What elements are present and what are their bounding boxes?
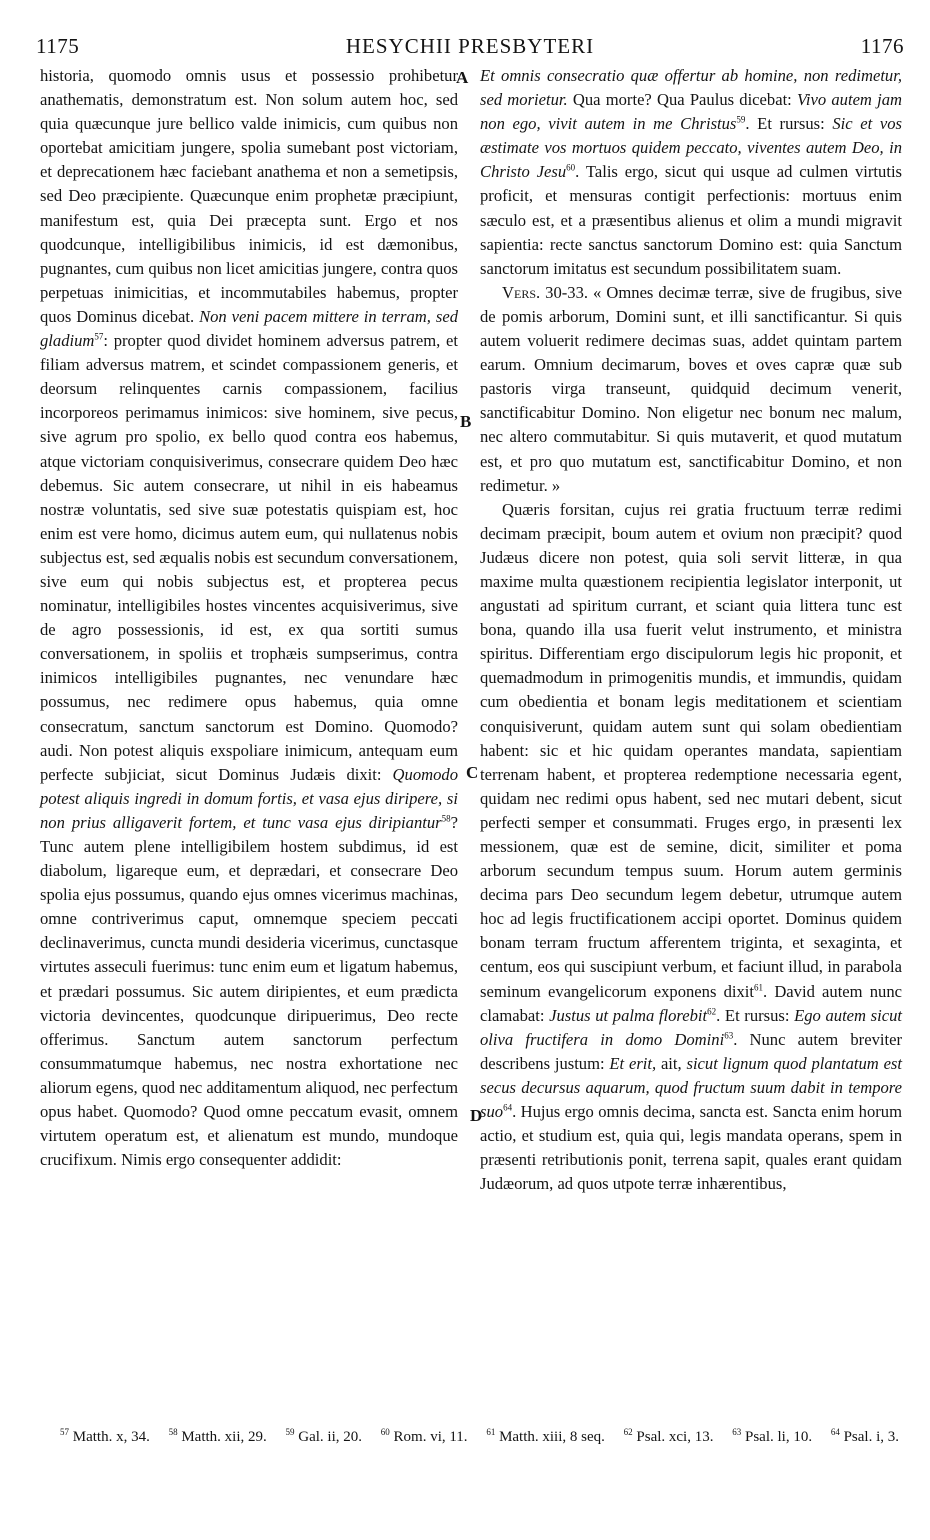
margin-marker-c: C (466, 763, 479, 782)
left-column (40, 64, 458, 1172)
footnote: $^{58}$ Matth. xii, 29. (168, 1427, 267, 1445)
verse-label: Vers. (502, 282, 541, 302)
footnote: $^{61}$ Matth. xiii, 8 seq. (486, 1427, 605, 1445)
footnote-ref: 60 (566, 162, 576, 173)
footnote-ref: 61 (754, 982, 764, 993)
margin-marker-b: B (460, 412, 472, 431)
footnote-ref: 59 (736, 114, 746, 125)
page-header (36, 34, 904, 64)
footnote-ref: 58 (441, 813, 451, 824)
scripture-quote: Ego autem sicut oliva fructifera in domo Domini (480, 1005, 903, 1049)
footnote: $^{59}$ Gal. ii, 20. (285, 1427, 363, 1445)
footnotes (60, 1426, 908, 1448)
scripture-quote: Justus ut palma florebit (549, 1005, 708, 1025)
scripture-quote: Et erit, (609, 1053, 657, 1073)
right-column (480, 64, 902, 1196)
running-title: HESYCHII PRESBYTERI (345, 34, 595, 58)
footnote-ref: 57 (94, 331, 104, 342)
scripture-quote: Non veni pacem mittere in terram, sed gladium (40, 306, 458, 351)
footnote: $^{63}$ Psal. li, 10. (732, 1427, 813, 1445)
right-paragraph-1: Et omnis consecratio quæ offertur ab homine, non redimetur, sed morietur. Qua morte? Qua Paulus dicebat: Vivo autem jam non ego, vivit autem in me Christus$^{59}$. Et rursus: Sic et vos æstimate vos mortuos quidem peccato, viventes autem Deo, in Christo Jesu$^{60}$. Talis ergo, sicut qui usque ad culmen virtutis proficit, et mensuras contigit perfectionis: mortuus enim sæculo est, et a præsentibus alienus et olim a mundi migravit sapientia: recte sanctus sanctorum Domino est: quia Sanctum sanctorum imitatus est secundum possibilitatem suam. (480, 66, 903, 278)
scripture-quote: Quomodo potest aliquis ingredi in domum fortis, et vasa ejus diripere, si non prius alligaverit fortem, et tunc vasa ejus diripiantur (40, 764, 458, 832)
scripture-quote: Sic et vos æstimate vos mortuos quidem peccato, viventes autem Deo, in Christo Jesu (480, 114, 902, 182)
left-paragraph: historia, quomodo omnis usus et possessio prohibetur anathematis, demonstratum est. Non solum autem hoc, sed quia quæcunque jure bellico valde inimicis, cum quibus non oportebat amicitiam jungere, spolia sumebant post victoriam, et deprecationem hæc faciebant anathema et non a semetipsis, sed Deo præcipiente. Quæcunque enim prophetæ præcipiunt, manifestum est, quia Dei præcepta sunt. Ergo et nos quodcunque, intelligibilibus inimicis, id est dæmonibus, pugnantes, cum quibus non licet amicitias jungere, contra quos perpetuas inimicitias, et incommutabiles habemus, propter quos Dominus dicebat. Non veni pacem mittere in terram, sed gladium$^{57}$: propter quod dividet hominem adversus patrem, et filiam adversus matrem, et scindet compassionem generis, et deorsum relinquentes carnis compassionem, facilius incorporeos perimamus inimicos: sive hominem, sive pecus, sive agrum pro spolio, ex bello quod contra eos habemus, atque victoriam conquisiverimus, consecrare quidem Deo hæc debemus. Sic autem consecrare, ut nihil in eis habeamus nostræ voluntatis, sed sive suæ potestatis quispiam est, hoc enim est vere homo, dicimus autem eum, qui nullatenus nobis subjectus est, sed æqualis nobis est secundum conversationem, sive eum qui nobis subjectus est, et propterea pecus nominatur, intelligibiles hostes vincentes acquisiverimus, sive de agro possessionis, id est, ex qua sortiti sumus conversationem, in spoliis et trophæis sumpserimus, contra inimicos intelligibiles pugnantes, nec venundare hæc possumus, nec redimere opus habemus, quia omne consecratum, sanctum sanctorum est Domino. Quomodo? audi. Non potest aliquis exspoliare inimicum, antequam eum perfecte subjiciat, sicut Dominus Judæis dixit: Quomodo potest aliquis ingredi in domum fortis, et vasa ejus diripere, si non prius alligaverit fortem, et tunc vasa ejus diripiantur$^{58}$? Tunc autem plene intelligibilem hostem subdimus, id est diabolum, ligareque eum, et deprædari, et consecrare Deo spolia ejus possumus, quando ejus omnes vicerimus machinas, omne contriverimus caput, omnemque speciem peccati declinaverimus, cuncta mundi desideria vicerimus, cunctasque virtutes asseculi fuerimus: tunc enim eum et ligatum habemus, et prædari possumus. Sic autem diripientes, et eum prædicta victoria devincentes, quodcunque diripuerimus, Deo recte offerimus. Sanctum autem sanctorum perfectum consummatumque habemus, nec nostra exhortatione nec aliorum egens, quod nec additamentum aliquod, nec perfectum opus habet. Quomodo? Quod omne peccatum evasit, omnem virtutem operatum est, et alienatum est mundo, mundoque crucifixum. Nimis ergo consequenter addidit: (40, 66, 458, 1170)
footnote-ref: 63 (724, 1030, 734, 1041)
right-page-number: 1176 (860, 34, 904, 58)
left-page-number: 1175 (36, 34, 80, 58)
scripture-quote: Et omnis consecratio quæ offertur ab homine, non redimetur, sed morietur. (480, 66, 902, 110)
footnote: $^{64}$ Psal. i, 3. (830, 1427, 900, 1445)
footnote: $^{60}$ Rom. vi, 11. (380, 1427, 468, 1445)
right-paragraph-3: Quæris forsitan, cujus rei gratia fructuum terræ redimi decimam præcipit, boum autem et ovium non præcipit? quod Judæus dicere non potest, quia soli servit litteræ, in qua maxime multa quæstionem recipientia legislator interponit, ut angustati ad spiritum currant, et sciant quia littera tunc est bona, quando illa usa fuerit velut instrumento, et ministra spiritus. Differentiam ergo discipulorum legis hic proponit, et quemadmodum in primogenitis mundis, et immundis, quidam cum obedientia et bonam legis meditationem et scientiam conquisiverunt, quidam autem sunt qui solam obedientiam habent: sic et hic quidam operantes mandata, sapientiam terrenam habent, et propterea redemptione necessaria egent, quidam nec redimi opus habent, sed nec mutari debent, sicut perfecti semper et consummati. Fruges ergo, in præsenti lex messionem, quæ est de semine, dicit, similiter et poma arborum secundum tempus suum. Horum autem germinis decima pars Deo secundum legem debetur, utrumque autem hoc ad legis fructificationem accipi oportet. Dominus quidem bonam terram fructum afferentem triginta, et sexaginta, et centum, eos qui suscipiunt verbum, et faciunt illud, in parabola seminum evangelicorum exponens dixit$^{61}$. David autem nunc clamabat: Justus ut palma florebit$^{62}$. Et rursus: Ego autem sicut oliva fructifera in domo Domini$^{63}$. Nunc autem breviter describens justum: Et erit, ait, sicut lignum quod plantatum est secus decursus aquarum, quod fructum suum dabit in tempore suo$^{64}$. Hujus ergo omnis decima, sancta est. Sancta enim horum actio, et studium est, quia qui, legis mandata operans, spem in præsenti retributionis ponit, terrena sapit, quales erant quidam Judæorum, ad quos utpote terræ inhærentibus, (480, 499, 903, 1194)
footnote-ref: 64 (503, 1102, 513, 1113)
scripture-quote: sicut lignum quod plantatum est secus decursus aquarum, quod fructum suum dabit in tempore suo (480, 1053, 903, 1122)
footnote: $^{57}$ Matth. x, 34. (60, 1427, 150, 1445)
footnote: $^{62}$ Psal. xci, 13. (623, 1427, 714, 1445)
margin-marker-d: D (470, 1106, 483, 1125)
scripture-quote: Vivo autem jam non ego, vivit autem in me Christus (480, 90, 902, 134)
verse-paragraph: Vers. 30-33. « Omnes decimæ terræ, sive de frugibus, sive de pomis arborum, Domini sunt, et illi sanctificantur. Si quis autem voluerit redimere decimas suas, addet quintam partem earum. Omnium decimarum, boves et oves capræ quæ sub pastoris virga transeunt, quidquid decimum venerit, sanctificabitur Domino. Non eligetur nec bonum nec malum, nec altero commutabitur. Si quis mutaverit, et quod mutatum est, et pro quo mutatum est, sanctificabitur Domino, et non redimetur. » (480, 282, 902, 495)
footnote-ref: 62 (707, 1006, 717, 1017)
margin-marker-a: A (456, 68, 469, 87)
